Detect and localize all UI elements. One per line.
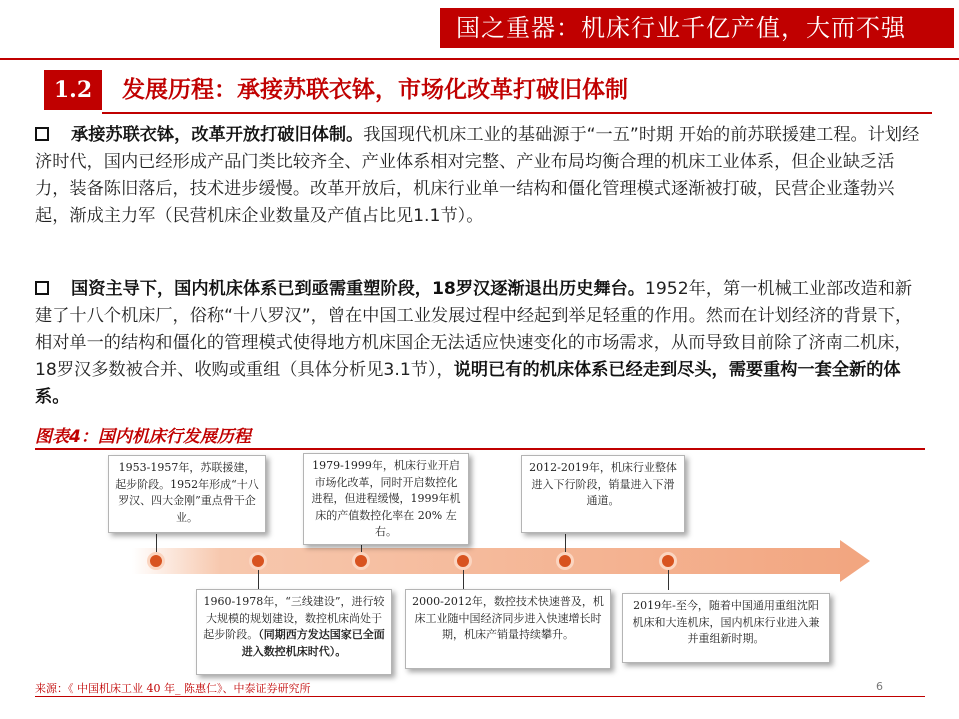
square-bullet-icon <box>35 127 49 141</box>
header-banner: 国之重器：机床行业千亿产值，大而不强 <box>440 8 954 48</box>
timeline-dot <box>454 552 472 570</box>
timeline-dot <box>659 552 677 570</box>
source-note: 来源：《 中国机床工业 40 年_ 陈惠仁》、中泰证券研究所 <box>35 682 311 695</box>
section-divider <box>102 112 932 114</box>
timeline-event-1960: 1960-1978年，“三线建设”，进行较大规模的规划建设，数控机床尚处于起步阶段。（同期西方发达国家已全面进入数控机床时代）。 <box>196 589 392 675</box>
timeline-event-1953: 1953-1957年，苏联援建，起步阶段。1952年形成“十八罗汉、四大金刚”重点骨干企业。 <box>108 455 266 533</box>
paragraph-1-lead: 承接苏联衣钵，改革开放打破旧体制。 <box>71 125 364 145</box>
timeline-event-2019: 2019年-至今，随着中国通用重组沈阳机床和大连机床，国内机床行业进入兼并重组新时期。 <box>622 593 830 663</box>
figure-title: 图表4：国内机床行发展历程 <box>35 427 251 447</box>
paragraph-2 <box>35 276 925 411</box>
timeline-arrow-icon <box>132 540 870 582</box>
paragraph-2-lead: 国资主导下，国内机床体系已到亟需重塑阶段，18罗汉逐渐退出历史舞台。 <box>71 279 645 299</box>
paragraph-1 <box>35 122 925 230</box>
timeline-dot <box>352 552 370 570</box>
timeline-dot <box>147 552 165 570</box>
page-number: 6 <box>876 680 883 693</box>
paragraph-2-conclusion: 说明已有的机床体系已经走到尽头，需要重构一套全新的体系。 <box>35 360 901 407</box>
footer-divider <box>35 696 925 697</box>
section-title: 发展历程：承接苏联衣钵，市场化改革打破旧体制 <box>122 77 628 103</box>
paragraph-1-body: 我国现代机床工业的基础源于“一五”时期 开始的前苏联援建工程。计划经济时代，国内已经形成产品门类比较齐全、产业体系相对完整、产业布局均衡合理的机床工业体系，但企业缺乏活力，装备陈旧落后，技术进步缓慢。改革开放后，机床行业单一结构和僵化管理模式逐渐被打破，民营企业蓬勃兴起，渐成主力军（民营机床企业数量及产值占比见1.1节）。 <box>35 125 920 226</box>
header-divider <box>0 58 959 60</box>
paragraph-2-body: 1952年，第一机械工业部改造和新建了十八个机床厂，俗称“十八罗汉”，曾在中国工业发展过程中经起到举足轻重的作用。然而在计划经济的背景下，相对单一的结构和僵化的管理模式使得地方机床国企无法适应快速变化的市场需求，从而导致目前除了济南二机床，18罗汉多数被合并、收购或重组（具体分析见3.1节）， <box>35 279 913 380</box>
timeline-event-2000: 2000-2012年，数控技术快速普及，机床工业随中国经济同步进入快速增长时期，机床产销量持续攀升。 <box>405 589 611 669</box>
section-number: 1.2 <box>44 70 102 110</box>
timeline-event-1979: 1979-1999年，机床行业开启市场化改革，同时开启数控化进程，但进程缓慢，1999年机床的产值数控化率在 20% 左右。 <box>303 453 469 545</box>
timeline-dot <box>556 552 574 570</box>
timeline-event-2012: 2012-2019年，机床行业整体进入下行阶段，销量进入下滑通道。 <box>521 455 685 533</box>
square-bullet-icon <box>35 281 49 295</box>
figure-title-divider <box>35 448 925 450</box>
timeline-dot <box>249 552 267 570</box>
